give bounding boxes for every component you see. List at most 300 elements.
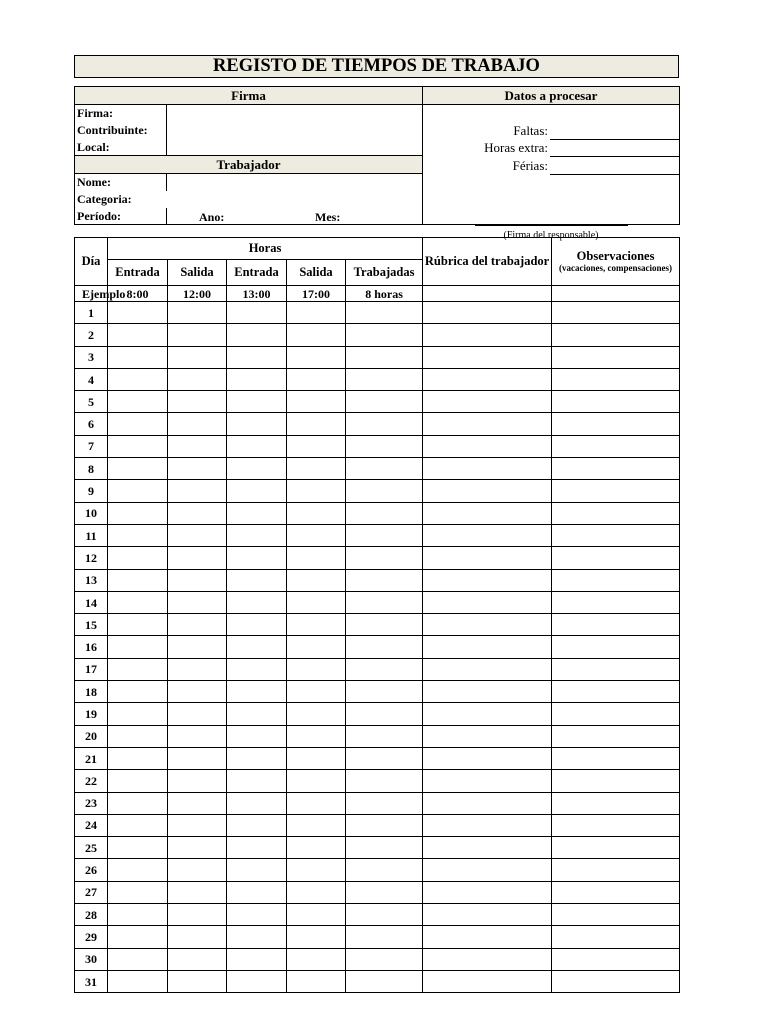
salida-2-cell[interactable] <box>287 725 346 747</box>
entrada-1-cell[interactable] <box>108 591 168 613</box>
entrada-2-cell[interactable] <box>227 391 287 413</box>
entrada-2-cell[interactable] <box>227 591 287 613</box>
observaciones-cell[interactable] <box>552 324 680 346</box>
salida-1-cell[interactable] <box>168 837 227 859</box>
trabajadas-cell[interactable] <box>346 480 423 502</box>
observaciones-cell[interactable] <box>552 747 680 769</box>
rubrica-cell[interactable] <box>423 814 552 836</box>
signature-line[interactable] <box>475 225 628 226</box>
entrada-2-cell[interactable] <box>227 837 287 859</box>
salida-2-header: Salida <box>287 260 346 286</box>
dia-column-header: Día <box>75 238 108 286</box>
entrada-2-cell[interactable] <box>227 681 287 703</box>
entrada-1-cell[interactable] <box>108 948 168 970</box>
rubrica-cell[interactable] <box>423 502 552 524</box>
salida-1-cell[interactable] <box>168 368 227 390</box>
salida-1-cell[interactable] <box>168 747 227 769</box>
day-number: 7 <box>75 435 108 457</box>
salida-2-cell[interactable] <box>287 948 346 970</box>
observaciones-cell[interactable] <box>552 569 680 591</box>
entrada-2-cell[interactable] <box>227 859 287 881</box>
table-row <box>75 770 680 792</box>
day-number: 14 <box>75 591 108 613</box>
observaciones-cell[interactable] <box>552 346 680 368</box>
table-row <box>75 814 680 836</box>
trabajadas-cell[interactable] <box>346 814 423 836</box>
salida-2-cell[interactable] <box>287 970 346 992</box>
mes-label: Mes: <box>315 209 341 224</box>
trabajadas-cell[interactable] <box>346 681 423 703</box>
salida-2-cell[interactable] <box>287 480 346 502</box>
observaciones-cell[interactable] <box>552 725 680 747</box>
salida-1-cell[interactable] <box>168 792 227 814</box>
rubrica-cell[interactable] <box>423 591 552 613</box>
entrada-1-cell[interactable] <box>108 926 168 948</box>
trabajadas-cell[interactable] <box>346 904 423 926</box>
entrada-2-cell[interactable] <box>227 502 287 524</box>
entrada-1-cell[interactable] <box>108 346 168 368</box>
salida-2-cell[interactable] <box>287 747 346 769</box>
table-row <box>75 346 680 368</box>
entrada-1-cell[interactable] <box>108 658 168 680</box>
day-number: 25 <box>75 837 108 859</box>
rubrica-cell[interactable] <box>423 547 552 569</box>
table-row <box>75 681 680 703</box>
table-row <box>75 302 680 324</box>
entrada-1-cell[interactable] <box>108 614 168 636</box>
entrada-1-cell[interactable] <box>108 747 168 769</box>
salida-1-cell[interactable] <box>168 614 227 636</box>
salida-2-cell[interactable] <box>287 703 346 725</box>
salida-1-cell[interactable] <box>168 524 227 546</box>
entrada-1-cell[interactable] <box>108 681 168 703</box>
day-number: 23 <box>75 792 108 814</box>
observaciones-subtitle: (vacaciones, compensaciones) <box>559 262 673 273</box>
entrada-1-cell[interactable] <box>108 904 168 926</box>
entrada-1-cell[interactable] <box>108 502 168 524</box>
table-row <box>75 970 680 992</box>
salida-1-cell[interactable] <box>168 391 227 413</box>
salida-2-cell[interactable] <box>287 502 346 524</box>
salida-1-cell[interactable] <box>168 904 227 926</box>
table-row <box>75 859 680 881</box>
table-row <box>75 324 680 346</box>
entrada-2-header: Entrada <box>227 260 287 286</box>
entrada-1-cell[interactable] <box>108 725 168 747</box>
rubrica-cell[interactable] <box>423 636 552 658</box>
entrada-2-cell[interactable] <box>227 814 287 836</box>
observaciones-cell[interactable] <box>552 368 680 390</box>
observaciones-cell[interactable] <box>552 524 680 546</box>
observaciones-cell[interactable] <box>552 792 680 814</box>
observaciones-cell[interactable] <box>552 547 680 569</box>
salida-1-cell[interactable] <box>168 547 227 569</box>
entrada-2-cell[interactable] <box>227 458 287 480</box>
trabajadas-cell[interactable] <box>346 502 423 524</box>
entrada-1-cell[interactable] <box>108 524 168 546</box>
trabajadas-cell[interactable] <box>346 458 423 480</box>
rubrica-cell[interactable] <box>423 703 552 725</box>
entrada-2-cell[interactable] <box>227 569 287 591</box>
firma-label: Firma: <box>75 105 167 122</box>
daily-time-table <box>74 237 680 993</box>
nome-label: Nome: <box>75 174 167 191</box>
entrada-2-cell[interactable] <box>227 413 287 435</box>
entrada-2-cell[interactable] <box>227 435 287 457</box>
document-title: REGISTO DE TIEMPOS DE TRABAJO <box>74 55 679 78</box>
salida-1-cell[interactable] <box>168 814 227 836</box>
day-number: 16 <box>75 636 108 658</box>
salida-2-cell[interactable] <box>287 302 346 324</box>
trabajadas-cell[interactable] <box>346 302 423 324</box>
observaciones-cell[interactable] <box>552 413 680 435</box>
salida-2-cell[interactable] <box>287 881 346 903</box>
observaciones-cell[interactable] <box>552 391 680 413</box>
trabajadas-cell[interactable] <box>346 413 423 435</box>
rubrica-cell[interactable] <box>423 435 552 457</box>
local-label: Local: <box>75 139 167 156</box>
day-number: 8 <box>75 458 108 480</box>
example-salida-2: 17:00 <box>287 286 346 302</box>
rubrica-cell[interactable] <box>423 792 552 814</box>
trabajadas-cell[interactable] <box>346 725 423 747</box>
trabajadas-cell[interactable] <box>346 970 423 992</box>
table-row <box>75 524 680 546</box>
salida-1-cell[interactable] <box>168 324 227 346</box>
salida-1-cell[interactable] <box>168 926 227 948</box>
observaciones-cell[interactable] <box>552 502 680 524</box>
entrada-1-cell[interactable] <box>108 324 168 346</box>
horas-extra-field[interactable] <box>550 156 679 157</box>
ferias-field[interactable] <box>550 174 679 175</box>
day-number: 11 <box>75 524 108 546</box>
entrada-2-cell[interactable] <box>227 636 287 658</box>
salida-2-cell[interactable] <box>287 458 346 480</box>
table-row <box>75 368 680 390</box>
observaciones-cell[interactable] <box>552 681 680 703</box>
observaciones-cell[interactable] <box>552 480 680 502</box>
observaciones-cell[interactable] <box>552 770 680 792</box>
salida-2-cell[interactable] <box>287 904 346 926</box>
rubrica-cell[interactable] <box>423 391 552 413</box>
rubrica-cell[interactable] <box>423 368 552 390</box>
salida-2-cell[interactable] <box>287 658 346 680</box>
rubrica-cell[interactable] <box>423 569 552 591</box>
example-entrada-2: 13:00 <box>227 286 287 302</box>
salida-1-cell[interactable] <box>168 636 227 658</box>
trabajadas-cell[interactable] <box>346 391 423 413</box>
entrada-1-cell[interactable] <box>108 547 168 569</box>
observaciones-cell[interactable] <box>552 636 680 658</box>
trabajadas-cell[interactable] <box>346 703 423 725</box>
example-label-cell <box>75 286 126 302</box>
trabajadas-cell[interactable] <box>346 324 423 346</box>
salida-1-cell[interactable] <box>168 658 227 680</box>
trabajadas-cell[interactable] <box>346 770 423 792</box>
salida-2-cell[interactable] <box>287 435 346 457</box>
rubrica-cell[interactable] <box>423 524 552 546</box>
entrada-2-cell[interactable] <box>227 302 287 324</box>
salida-2-cell[interactable] <box>287 591 346 613</box>
entrada-1-cell[interactable] <box>108 770 168 792</box>
rubrica-cell[interactable] <box>423 324 552 346</box>
firma-values-field[interactable] <box>167 105 423 156</box>
observaciones-cell[interactable] <box>552 970 680 992</box>
table-row <box>75 926 680 948</box>
example-row <box>75 286 680 302</box>
salida-1-cell[interactable] <box>168 770 227 792</box>
table-row <box>75 948 680 970</box>
observaciones-cell[interactable] <box>552 658 680 680</box>
rubrica-cell[interactable] <box>423 725 552 747</box>
trabajadas-header: Trabajadas <box>346 260 423 286</box>
entrada-2-cell[interactable] <box>227 948 287 970</box>
observaciones-cell[interactable] <box>552 703 680 725</box>
salida-2-cell[interactable] <box>287 859 346 881</box>
salida-1-cell[interactable] <box>168 346 227 368</box>
observaciones-cell[interactable] <box>552 302 680 324</box>
trabajadas-cell[interactable] <box>346 569 423 591</box>
table-row <box>75 502 680 524</box>
entrada-2-cell[interactable] <box>227 926 287 948</box>
header-info-table <box>74 86 680 241</box>
entrada-1-cell[interactable] <box>108 480 168 502</box>
rubrica-cell[interactable] <box>423 881 552 903</box>
day-number: 21 <box>75 747 108 769</box>
salida-1-cell[interactable] <box>168 302 227 324</box>
salida-2-cell[interactable] <box>287 926 346 948</box>
entrada-1-cell[interactable] <box>108 792 168 814</box>
salida-2-cell[interactable] <box>287 770 346 792</box>
entrada-2-cell[interactable] <box>227 792 287 814</box>
entrada-1-cell[interactable] <box>108 569 168 591</box>
trabajadas-cell[interactable] <box>346 591 423 613</box>
observaciones-cell[interactable] <box>552 458 680 480</box>
salida-1-cell[interactable] <box>168 881 227 903</box>
salida-1-cell[interactable] <box>168 502 227 524</box>
trabajador-section-header: Trabajador <box>75 156 423 174</box>
trabajadas-cell[interactable] <box>346 837 423 859</box>
example-observaciones <box>552 286 680 302</box>
entrada-2-cell[interactable] <box>227 524 287 546</box>
trabajadas-cell[interactable] <box>346 881 423 903</box>
trabajadas-cell[interactable] <box>346 368 423 390</box>
datos-section-header: Datos a procesar <box>423 87 680 105</box>
categoria-field[interactable] <box>167 191 423 208</box>
observaciones-cell[interactable] <box>552 859 680 881</box>
entrada-2-cell[interactable] <box>227 547 287 569</box>
salida-2-cell[interactable] <box>287 413 346 435</box>
categoria-label: Categoria: <box>75 191 167 208</box>
entrada-2-cell[interactable] <box>227 324 287 346</box>
trabajadas-cell[interactable] <box>346 658 423 680</box>
entrada-1-cell[interactable] <box>108 881 168 903</box>
trabajadas-cell[interactable] <box>346 547 423 569</box>
entrada-1-header: Entrada <box>108 260 168 286</box>
observaciones-cell[interactable] <box>552 948 680 970</box>
observaciones-cell[interactable] <box>552 904 680 926</box>
trabajadas-cell[interactable] <box>346 636 423 658</box>
entrada-1-cell[interactable] <box>108 302 168 324</box>
entrada-2-cell[interactable] <box>227 881 287 903</box>
entrada-2-cell[interactable] <box>227 658 287 680</box>
table-row <box>75 837 680 859</box>
example-trabajadas: 8 horas <box>346 286 423 302</box>
trabajadas-cell[interactable] <box>346 948 423 970</box>
day-number: 3 <box>75 346 108 368</box>
rubrica-cell[interactable] <box>423 614 552 636</box>
entrada-1-cell[interactable] <box>108 435 168 457</box>
salida-1-cell[interactable] <box>168 591 227 613</box>
salida-1-cell[interactable] <box>168 681 227 703</box>
rubrica-cell[interactable] <box>423 681 552 703</box>
table-row <box>75 391 680 413</box>
day-number: 10 <box>75 502 108 524</box>
salida-2-cell[interactable] <box>287 792 346 814</box>
rubrica-cell[interactable] <box>423 837 552 859</box>
observaciones-column-header <box>552 238 680 286</box>
rubrica-cell[interactable] <box>423 904 552 926</box>
entrada-2-cell[interactable] <box>227 770 287 792</box>
day-number: 28 <box>75 904 108 926</box>
entrada-2-cell[interactable] <box>227 614 287 636</box>
trabajadas-cell[interactable] <box>346 926 423 948</box>
rubrica-cell[interactable] <box>423 948 552 970</box>
salida-2-cell[interactable] <box>287 636 346 658</box>
observaciones-cell[interactable] <box>552 881 680 903</box>
rubrica-cell[interactable] <box>423 770 552 792</box>
day-number: 13 <box>75 569 108 591</box>
salida-2-cell[interactable] <box>287 814 346 836</box>
salida-2-cell[interactable] <box>287 324 346 346</box>
entrada-1-cell[interactable] <box>108 859 168 881</box>
observaciones-cell[interactable] <box>552 837 680 859</box>
entrada-2-cell[interactable] <box>227 346 287 368</box>
table-row <box>75 636 680 658</box>
observaciones-cell[interactable] <box>552 614 680 636</box>
entrada-1-cell[interactable] <box>108 703 168 725</box>
salida-1-cell[interactable] <box>168 435 227 457</box>
salida-2-cell[interactable] <box>287 569 346 591</box>
salida-1-cell[interactable] <box>168 970 227 992</box>
salida-2-cell[interactable] <box>287 391 346 413</box>
rubrica-cell[interactable] <box>423 480 552 502</box>
entrada-2-cell[interactable] <box>227 904 287 926</box>
ferias-row <box>423 158 679 175</box>
entrada-1-cell[interactable] <box>108 837 168 859</box>
entrada-1-cell[interactable] <box>108 636 168 658</box>
trabajadas-cell[interactable] <box>346 346 423 368</box>
rubrica-cell[interactable] <box>423 658 552 680</box>
table-row <box>75 747 680 769</box>
salida-1-header: Salida <box>168 260 227 286</box>
salida-2-cell[interactable] <box>287 346 346 368</box>
salida-1-cell[interactable] <box>168 569 227 591</box>
table-row <box>75 458 680 480</box>
salida-1-cell[interactable] <box>168 725 227 747</box>
salida-1-cell[interactable] <box>168 703 227 725</box>
horas-extra-row <box>423 140 679 157</box>
entrada-2-cell[interactable] <box>227 970 287 992</box>
salida-2-cell[interactable] <box>287 547 346 569</box>
observaciones-cell[interactable] <box>552 814 680 836</box>
observaciones-title: Observaciones <box>576 249 655 264</box>
table-row <box>75 614 680 636</box>
entrada-2-cell[interactable] <box>227 725 287 747</box>
faltas-row <box>423 123 679 140</box>
horas-column-header: Horas <box>108 238 423 260</box>
entrada-2-cell[interactable] <box>227 747 287 769</box>
entrada-2-cell[interactable] <box>227 703 287 725</box>
trabajadas-cell[interactable] <box>346 859 423 881</box>
table-row <box>75 435 680 457</box>
trabajadas-cell[interactable] <box>346 792 423 814</box>
day-number: 26 <box>75 859 108 881</box>
day-number: 18 <box>75 681 108 703</box>
entrada-1-cell[interactable] <box>108 970 168 992</box>
salida-1-cell[interactable] <box>168 413 227 435</box>
table-row <box>75 413 680 435</box>
table-row <box>75 904 680 926</box>
salida-2-cell[interactable] <box>287 524 346 546</box>
trabajadas-cell[interactable] <box>346 524 423 546</box>
day-number: 5 <box>75 391 108 413</box>
periodo-label: Período: <box>75 208 167 225</box>
day-number: 27 <box>75 881 108 903</box>
rubrica-cell[interactable] <box>423 747 552 769</box>
entrada-1-cell[interactable] <box>108 814 168 836</box>
nome-field[interactable] <box>167 174 423 191</box>
salida-1-cell[interactable] <box>168 480 227 502</box>
rubrica-cell[interactable] <box>423 302 552 324</box>
entrada-1-cell[interactable] <box>108 413 168 435</box>
trabajadas-cell[interactable] <box>346 435 423 457</box>
entrada-1-cell[interactable] <box>108 458 168 480</box>
entrada-1-cell[interactable] <box>108 368 168 390</box>
day-number: 20 <box>75 725 108 747</box>
rubrica-cell[interactable] <box>423 926 552 948</box>
rubrica-cell[interactable] <box>423 458 552 480</box>
trabajadas-cell[interactable] <box>346 747 423 769</box>
observaciones-cell[interactable] <box>552 591 680 613</box>
observaciones-cell[interactable] <box>552 435 680 457</box>
table-row <box>75 480 680 502</box>
firma-section-header: Firma <box>75 87 423 105</box>
periodo-field <box>167 208 423 225</box>
table-row <box>75 591 680 613</box>
salida-2-cell[interactable] <box>287 614 346 636</box>
trabajadas-cell[interactable] <box>346 614 423 636</box>
salida-2-cell[interactable] <box>287 368 346 390</box>
entrada-2-cell[interactable] <box>227 480 287 502</box>
rubrica-cell[interactable] <box>423 413 552 435</box>
day-number: 2 <box>75 324 108 346</box>
salida-2-cell[interactable] <box>287 681 346 703</box>
salida-1-cell[interactable] <box>168 948 227 970</box>
rubrica-cell[interactable] <box>423 346 552 368</box>
salida-2-cell[interactable] <box>287 837 346 859</box>
entrada-2-cell[interactable] <box>227 368 287 390</box>
faltas-label: Faltas: <box>513 123 548 138</box>
rubrica-cell[interactable] <box>423 970 552 992</box>
rubrica-cell[interactable] <box>423 859 552 881</box>
table-row <box>75 547 680 569</box>
salida-1-cell[interactable] <box>168 859 227 881</box>
entrada-1-cell[interactable] <box>108 391 168 413</box>
day-number: 19 <box>75 703 108 725</box>
observaciones-cell[interactable] <box>552 926 680 948</box>
salida-1-cell[interactable] <box>168 458 227 480</box>
